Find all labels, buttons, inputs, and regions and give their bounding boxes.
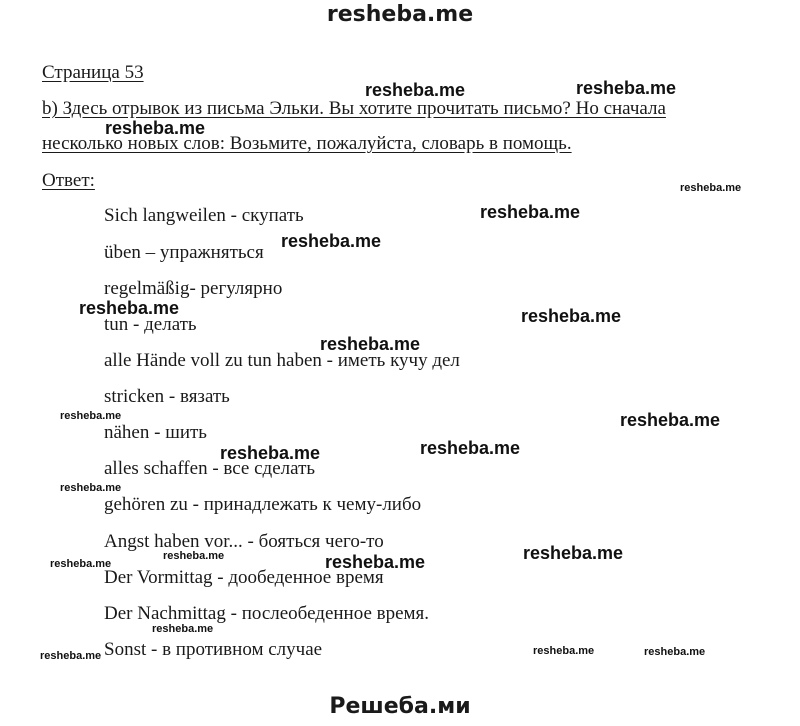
vocab-item: regelmäßig- регулярно xyxy=(104,278,283,299)
watermark: resheba.me xyxy=(79,298,180,318)
vocab-item: Sich langweilen - скупать xyxy=(104,205,304,226)
watermark: resheba.me xyxy=(320,334,421,354)
vocab-item: stricken - вязать xyxy=(104,386,230,407)
watermark: resheba.me xyxy=(521,306,622,326)
vocab-item: alles schaffen - все сделать xyxy=(104,458,316,479)
watermark: resheba.me xyxy=(60,482,122,494)
vocab-item: gehören zu - принадлежать к чему-либо xyxy=(104,494,422,515)
vocab-item: üben – упражняться xyxy=(104,242,264,263)
watermark: resheba.me xyxy=(105,118,206,138)
vocab-item: alle Hände voll zu tun haben - иметь кучу дел xyxy=(104,350,460,371)
site-header: resheba.me xyxy=(326,2,474,27)
watermark: resheba.me xyxy=(420,438,521,458)
watermark: resheba.me xyxy=(163,550,225,562)
watermark: resheba.me xyxy=(325,552,426,572)
vocab-item: nähen - шить xyxy=(104,422,207,443)
vocab-item: tun - делать xyxy=(104,314,197,335)
watermark: resheba.me xyxy=(60,410,122,422)
vocab-item: Angst haben vor... - бояться чего-то xyxy=(104,531,384,552)
watermark: resheba.me xyxy=(220,443,321,463)
watermark: resheba.me xyxy=(680,182,742,194)
answer-label: Ответ: xyxy=(42,170,95,191)
watermark: resheba.me xyxy=(644,646,706,658)
watermark: resheba.me xyxy=(40,650,102,662)
watermark: resheba.me xyxy=(576,78,677,98)
task-line-1: b) Здесь отрывок из письма Эльки. Вы хотите прочитать письмо? Но сначала xyxy=(42,98,666,119)
task-line-2: несколько новых слов: Возьмите, пожалуйста, словарь в помощь. xyxy=(42,133,572,154)
watermark: resheba.me xyxy=(620,410,721,430)
vocab-item: Der Vormittag - дообеденное время xyxy=(104,567,384,588)
watermark: resheba.me xyxy=(533,645,595,657)
watermark: resheba.me xyxy=(50,558,112,570)
watermark: resheba.me xyxy=(281,231,382,251)
vocab-item: Der Nachmittag - послеобеденное время. xyxy=(104,603,430,624)
site-footer: Решеба.ми xyxy=(329,694,471,719)
watermark: resheba.me xyxy=(365,80,466,100)
watermark: resheba.me xyxy=(480,202,581,222)
page-title: Страница 53 xyxy=(42,62,144,83)
watermark: resheba.me xyxy=(152,623,214,635)
watermark: resheba.me xyxy=(523,543,624,563)
vocab-item: Sonst - в противном случае xyxy=(104,639,323,660)
